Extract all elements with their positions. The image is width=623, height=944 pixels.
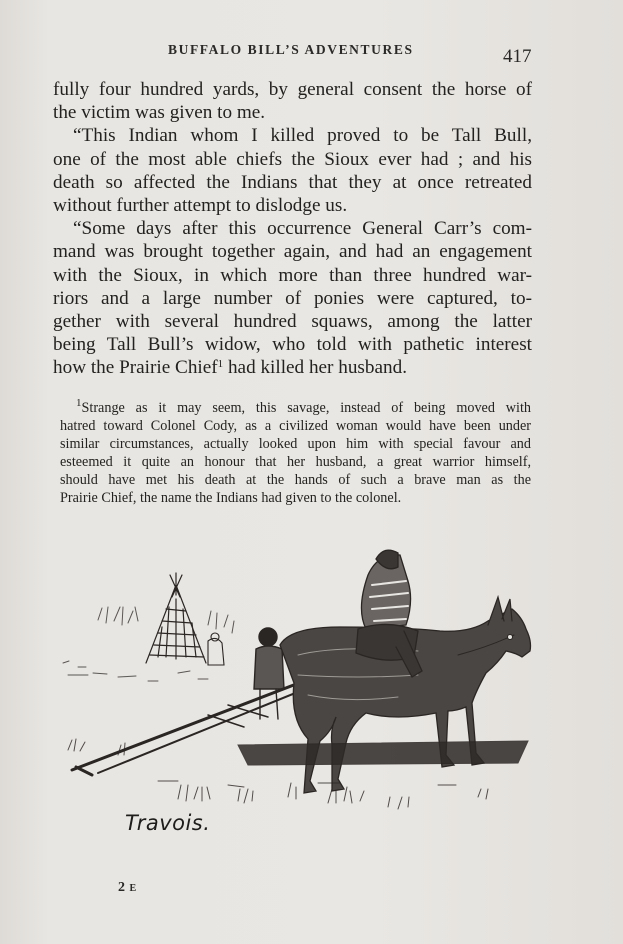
body-line: mand was brought together again, and had an engagement — [53, 241, 532, 263]
body-line: death so affected the Indians that they at once retreated — [53, 171, 532, 193]
footnote-line — [60, 399, 531, 417]
footnote-line: similar circumstances, actually looked upon him with special favour and — [60, 436, 531, 452]
footnote-line: Prairie Chief, the name the Indians had given to the colonel. — [60, 490, 402, 506]
body-line: “Some days after this occurrence General Carr’s com- — [73, 218, 532, 240]
running-title: BUFFALO BILL’S ADVENTURES — [168, 42, 414, 57]
travois-illustration — [58, 545, 538, 845]
footnote-reference[interactable]: 1 — [217, 358, 224, 371]
body-line: “This Indian whom I killed proved to be Tall Bull, — [73, 125, 532, 147]
body-line: one of the most able chiefs the Sioux ever had ; and his — [53, 148, 532, 170]
footnote — [60, 399, 531, 507]
child-figure — [254, 628, 284, 719]
background-figure — [208, 633, 224, 665]
page-number: 417 — [503, 46, 532, 67]
body-line: without further attempt to dislodge us. — [53, 195, 348, 217]
body-line: fully four hundred yards, by general consent the horse of — [53, 79, 532, 100]
body-line: with the Sioux, in which more than three hundred war- — [53, 264, 532, 286]
tipi — [146, 573, 206, 663]
body-text — [53, 78, 532, 380]
body-line-suffix: had killed her husband. — [223, 357, 407, 379]
signature-number: 2 — [118, 880, 126, 895]
footnote-line: esteemed it quite an honour that her husband, a great warrior himself, — [60, 454, 531, 470]
ground-shadow — [238, 741, 528, 765]
body-line-final — [53, 356, 532, 379]
body-line: how the Prairie Chief — [53, 357, 218, 379]
signature-letter: E — [129, 883, 137, 894]
footnote-marker: 1 — [76, 397, 82, 409]
illustration-caption: Travois. — [125, 811, 211, 835]
footnote-line: should have met his death at the hands of such a brave man as the — [60, 472, 531, 488]
body-line: riors and a large number of ponies were captured, to- — [53, 287, 532, 309]
signature-mark — [118, 880, 137, 896]
body-line: being Tall Bull’s widow, who told with pathetic interest — [53, 334, 532, 356]
body-line: the victim was given to me. — [53, 102, 266, 124]
body-line: gether with several hundred squaws, among the latter — [53, 311, 532, 333]
footnote-line: hatred toward Colonel Cody, as a civilized woman would have been under — [60, 418, 531, 434]
footnote-line-text: Strange as it may seem, this savage, instead of being moved with — [81, 400, 531, 416]
